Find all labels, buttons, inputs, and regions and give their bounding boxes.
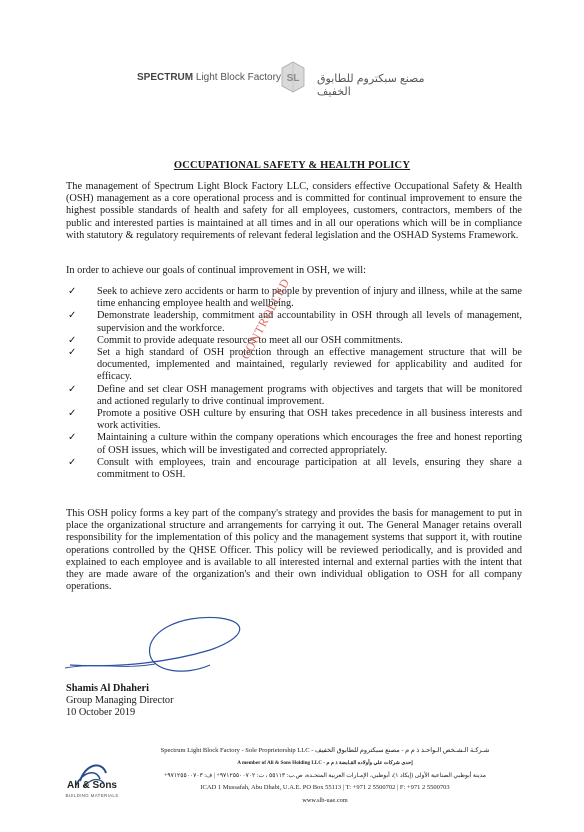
- list-item-text: Demonstrate leadership, commitment and accountability in OSH through all levels of management, supervision and the workforce.: [97, 310, 522, 334]
- list-item-text: Consult with employees, train and encourage participation at all levels, ensuring they share a commitment to OSH.: [97, 456, 522, 481]
- list-item: [66, 457, 522, 481]
- company-name-english: [137, 72, 281, 83]
- list-item-text: Define and set clear OSH management programs with objectives and targets that will be monitored and actioned regularly to drive continual improvement.: [97, 383, 522, 407]
- list-item: [66, 384, 522, 408]
- policy-title: OCCUPATIONAL SAFETY & HEALTH POLICY: [173, 160, 411, 171]
- company-name-rest: Light Block Factory: [193, 72, 281, 83]
- group-subtitle: BUILDING MATERIALS: [65, 793, 119, 798]
- checkmark-icon: ✓: [68, 286, 77, 297]
- signatory-name: Shamis Al Dhaheri: [66, 683, 149, 694]
- list-item-text: Set a high standard of OSH protection through an effective management structure that will be documented, implemented and maintained, regularly reviewed for applicability and audited for efficacy.: [97, 347, 522, 383]
- list-item-text: Maintaining a culture within the company operations which encourages the free and honest reporting of OSH issues, which will be investigated and corrected appropriately.: [97, 432, 522, 456]
- footer-website-link[interactable]: www.slb-uae.com: [302, 797, 348, 804]
- controlled-stamp: CONTROLLED: [238, 275, 293, 362]
- list-item: [66, 347, 522, 384]
- group-name: Ali & Sons: [66, 780, 117, 791]
- signature-block: [66, 683, 174, 719]
- list-item: [66, 432, 522, 456]
- list-item-text: Seek to achieve zero accidents or harm to people by prevention of injury and illness, while at the same time enhancing employee health and wellbeing.: [97, 286, 522, 310]
- intro-paragraph: The management of Spectrum Light Block Factory LLC, considers effective Occupational Safety & Health (OSH) management as a core operational process and is committed for continual improvement to ensure the highest possible standards of health and safety for all employees, customers, contractors, members of the public and interested parties is maintained at all times and in all our operations which will be in compliance with statutory & regulatory requirements of relevant federal legislation and the OSHAD Systems Framework.: [66, 181, 522, 241]
- list-item-text: Promote a positive OSH culture by ensuring that OSH takes precedence in all business interests and work activities.: [97, 408, 522, 432]
- checkmark-icon: ✓: [68, 408, 77, 420]
- checkmark-icon: ✓: [68, 310, 77, 322]
- list-item-text: Commit to provide adequate resources to meet all our OSH commitments.: [97, 334, 403, 346]
- handwritten-signature: [60, 610, 260, 690]
- letterhead: [0, 60, 584, 96]
- checkmark-icon: ✓: [68, 347, 77, 359]
- svg-text:SL: SL: [286, 73, 300, 84]
- list-item: [66, 408, 522, 432]
- closing-paragraph: This OSH policy forms a key part of the company's strategy and provides the basis for management to put in place the organizational structure and arrangements for carrying it out. The General Manager retains overall responsibility for the implementation of this policy and the management systems that support it, with routine operations controlled by the QHSE Officer. This policy will be reviewed periodically, and is provided and explained to each employee and is available to all interested internal and external parties with the intent that they are made aware of the organization's and their own individual obligation to OSH for all company operations.: [66, 508, 522, 593]
- list-item: [66, 286, 522, 310]
- company-name-bold: SPECTRUM: [137, 72, 194, 83]
- list-item: [66, 335, 522, 347]
- footer-member-line: A member of Ali & Sons Holding LLC - إحدى شركات علي وأولاده القـابضة ذ م م: [237, 760, 413, 766]
- checkmark-icon: ✓: [68, 432, 77, 444]
- checkmark-icon: ✓: [68, 383, 77, 395]
- signature-date: 10 October 2019: [66, 707, 136, 718]
- footer-arabic-address: مدينة أبوظبي الصناعية الأولى (إيكاد ١)، أبوظبي، الإمـارات العربية المتحـدة، ص.ب: ٥٥١١٣ ، ت: ٩٧١٢٥٥٠٠٧٠٢+ | ف: ٩٧١٢٥٥٠٠٧٠٣+: [163, 773, 486, 779]
- footer-address: ICAD 1 Mussafah, Abu Dhabi, U.A.E. PO Box 55113 | T: +971 2 5500702 | F: +971 2 5500703: [200, 784, 450, 791]
- signatory-title: Group Managing Director: [66, 695, 174, 706]
- commitments-list: [66, 286, 522, 481]
- company-logo-icon: [280, 60, 306, 94]
- company-name-arabic: مصنع سبكتروم للطابوق الخفيف: [317, 73, 425, 98]
- checkmark-icon: ✓: [68, 456, 77, 468]
- list-item: [66, 310, 522, 334]
- footer-company-line: Spectrum Light Block Factory - Sole Proprietorship LLC - شـركـة الـشـخص الـواحـد ذ م م - مصنع سبكتروم للطابوق الخفيف: [160, 747, 490, 754]
- lead-paragraph: In order to achieve our goals of continual improvement in OSH, we will:: [66, 265, 366, 276]
- checkmark-icon: ✓: [68, 334, 77, 346]
